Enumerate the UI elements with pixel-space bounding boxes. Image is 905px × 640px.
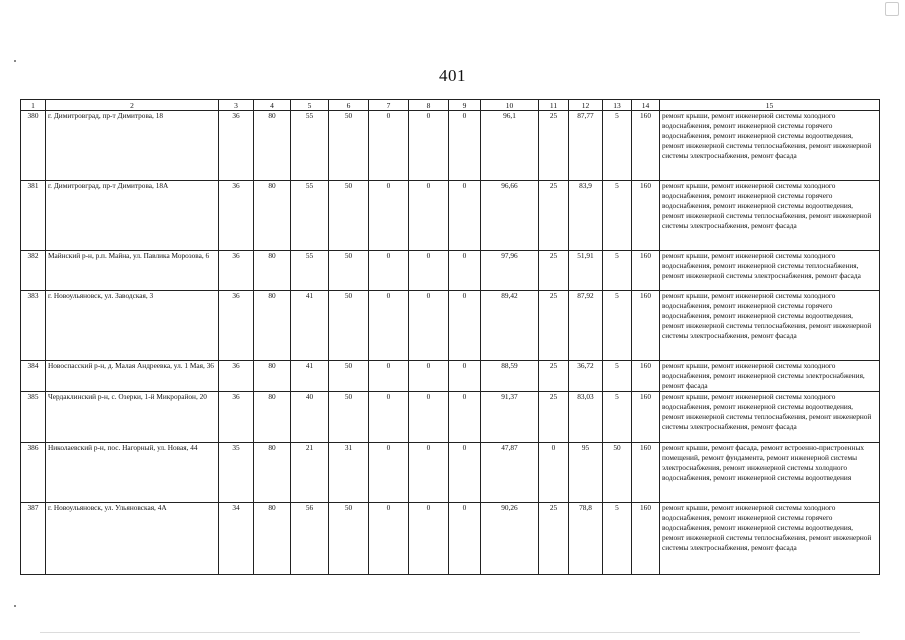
- col-header: 12: [569, 100, 603, 111]
- value-cell: 36: [219, 291, 254, 361]
- value-cell: 0: [369, 443, 409, 503]
- value-cell: 36: [219, 392, 254, 443]
- value-cell: 0: [449, 181, 481, 251]
- value-cell: 55: [291, 181, 329, 251]
- table-row: [21, 503, 880, 575]
- value-cell: 25: [539, 392, 569, 443]
- value-cell: 83,9: [569, 181, 603, 251]
- value-cell: 25: [539, 251, 569, 291]
- value-cell: 80: [254, 392, 291, 443]
- value-cell: 80: [254, 251, 291, 291]
- value-cell: 0: [449, 251, 481, 291]
- value-cell: 41: [291, 291, 329, 361]
- value-cell: 0: [369, 392, 409, 443]
- col-header: 1: [21, 100, 46, 111]
- value-cell: 50: [329, 361, 369, 392]
- col-header: 7: [369, 100, 409, 111]
- value-cell: 80: [254, 181, 291, 251]
- value-cell: 56: [291, 503, 329, 575]
- value-cell: 50: [603, 443, 632, 503]
- value-cell: 160: [632, 503, 660, 575]
- value-cell: 0: [409, 503, 449, 575]
- address-cell: Чердаклинский р-н, с. Озерки, 1-й Микрорайон, 20: [46, 392, 219, 443]
- value-cell: 5: [603, 111, 632, 181]
- value-cell: 36: [219, 181, 254, 251]
- row-number-cell: 387: [21, 503, 46, 575]
- value-cell: 160: [632, 251, 660, 291]
- table-row: [21, 111, 880, 181]
- value-cell: 55: [291, 111, 329, 181]
- row-number-cell: 380: [21, 111, 46, 181]
- value-cell: 0: [449, 392, 481, 443]
- value-cell: 0: [409, 443, 449, 503]
- value-cell: 31: [329, 443, 369, 503]
- value-cell: 0: [369, 181, 409, 251]
- table-row: [21, 392, 880, 443]
- value-cell: 87,92: [569, 291, 603, 361]
- value-cell: 95: [569, 443, 603, 503]
- table-row: [21, 443, 880, 503]
- value-cell: 50: [329, 181, 369, 251]
- address-cell: г. Новоульяновск, ул. Ульяновская, 4А: [46, 503, 219, 575]
- value-cell: 47,87: [481, 443, 539, 503]
- value-cell: 25: [539, 111, 569, 181]
- value-cell: 0: [449, 111, 481, 181]
- value-cell: 90,26: [481, 503, 539, 575]
- value-cell: 50: [329, 503, 369, 575]
- value-cell: 160: [632, 443, 660, 503]
- col-header: 15: [660, 100, 880, 111]
- value-cell: 0: [369, 111, 409, 181]
- col-header: 3: [219, 100, 254, 111]
- value-cell: 36: [219, 251, 254, 291]
- works-list-cell: ремонт крыши, ремонт инженерной системы холодного водоснабжения, ремонт инженерной системы горячего водоснабжения, ремонт инженерной системы водоотведения, ремонт инженерной системы теплоснабжения, ремонт инженерной системы электроснабжения, ремонт фасада: [660, 503, 880, 575]
- scan-artifact-dot: [14, 605, 16, 607]
- value-cell: 80: [254, 111, 291, 181]
- row-number-cell: 386: [21, 443, 46, 503]
- scan-artifact-dot: [14, 60, 16, 62]
- value-cell: 50: [329, 392, 369, 443]
- col-header: 13: [603, 100, 632, 111]
- value-cell: 51,91: [569, 251, 603, 291]
- value-cell: 0: [449, 291, 481, 361]
- row-number-cell: 383: [21, 291, 46, 361]
- col-header: 5: [291, 100, 329, 111]
- value-cell: 5: [603, 392, 632, 443]
- value-cell: 36: [219, 361, 254, 392]
- value-cell: 96,66: [481, 181, 539, 251]
- works-list-cell: ремонт крыши, ремонт инженерной системы холодного водоснабжения, ремонт инженерной системы горячего водоснабжения, ремонт инженерной системы водоотведения, ремонт инженерной системы теплоснабжения, ремонт инженерной системы электроснабжения, ремонт фасада: [660, 181, 880, 251]
- value-cell: 5: [603, 503, 632, 575]
- row-number-cell: 384: [21, 361, 46, 392]
- col-header: 4: [254, 100, 291, 111]
- table-row: [21, 361, 880, 392]
- value-cell: 0: [409, 392, 449, 443]
- value-cell: 0: [409, 291, 449, 361]
- value-cell: 160: [632, 392, 660, 443]
- row-number-cell: 382: [21, 251, 46, 291]
- works-list-cell: ремонт крыши, ремонт инженерной системы холодного водоснабжения, ремонт инженерной системы водоотведения, ремонт инженерной системы теплоснабжения, ремонт инженерной системы электроснабжения, ремонт фасада: [660, 392, 880, 443]
- value-cell: 80: [254, 361, 291, 392]
- value-cell: 91,37: [481, 392, 539, 443]
- value-cell: 88,59: [481, 361, 539, 392]
- works-list-cell: ремонт крыши, ремонт фасада, ремонт встроенно-пристроенных помещений, ремонт фундамента, ремонт инженерной системы электроснабжения, ремонт инженерной системы холодного водоснабжения, ремонт инженерной системы водоотведения: [660, 443, 880, 503]
- value-cell: 41: [291, 361, 329, 392]
- value-cell: 5: [603, 291, 632, 361]
- value-cell: 89,42: [481, 291, 539, 361]
- value-cell: 5: [603, 251, 632, 291]
- value-cell: 25: [539, 181, 569, 251]
- value-cell: 0: [369, 291, 409, 361]
- value-cell: 55: [291, 251, 329, 291]
- row-number-cell: 385: [21, 392, 46, 443]
- address-cell: г. Димитровград, пр-т Димитрова, 18: [46, 111, 219, 181]
- col-header: 2: [46, 100, 219, 111]
- works-list-cell: ремонт крыши, ремонт инженерной системы холодного водоснабжения, ремонт инженерной системы теплоснабжения, ремонт инженерной системы электроснабжения, ремонт фасада: [660, 251, 880, 291]
- value-cell: 50: [329, 111, 369, 181]
- value-cell: 5: [603, 181, 632, 251]
- value-cell: 0: [449, 503, 481, 575]
- value-cell: 5: [603, 361, 632, 392]
- value-cell: 80: [254, 291, 291, 361]
- value-cell: 0: [409, 251, 449, 291]
- address-cell: г. Димитровград, пр-т Димитрова, 18А: [46, 181, 219, 251]
- value-cell: 40: [291, 392, 329, 443]
- value-cell: 36: [219, 111, 254, 181]
- scan-artifact-line: [40, 632, 860, 633]
- value-cell: 0: [369, 251, 409, 291]
- value-cell: 0: [539, 443, 569, 503]
- value-cell: 0: [409, 361, 449, 392]
- page-number: 401: [439, 66, 466, 85]
- value-cell: 25: [539, 291, 569, 361]
- table-row: [21, 251, 880, 291]
- table-row: [21, 181, 880, 251]
- address-cell: г. Новоульяновск, ул. Заводская, 3: [46, 291, 219, 361]
- value-cell: 160: [632, 181, 660, 251]
- value-cell: 25: [539, 503, 569, 575]
- value-cell: 80: [254, 443, 291, 503]
- col-header: 6: [329, 100, 369, 111]
- value-cell: 25: [539, 361, 569, 392]
- value-cell: 0: [449, 443, 481, 503]
- value-cell: 0: [449, 361, 481, 392]
- col-header: 8: [409, 100, 449, 111]
- address-cell: Майнский р-н, р.п. Майна, ул. Павлика Морозова, 6: [46, 251, 219, 291]
- scan-corner-mark: [885, 2, 899, 16]
- value-cell: 35: [219, 443, 254, 503]
- col-header: 11: [539, 100, 569, 111]
- value-cell: 50: [329, 291, 369, 361]
- works-list-cell: ремонт крыши, ремонт инженерной системы холодного водоснабжения, ремонт инженерной системы горячего водоснабжения, ремонт инженерной системы водоотведения, ремонт инженерной системы теплоснабжения, ремонт инженерной системы электроснабжения, ремонт фасада: [660, 111, 880, 181]
- value-cell: 87,77: [569, 111, 603, 181]
- value-cell: 0: [409, 111, 449, 181]
- register-table: [20, 99, 880, 575]
- column-number-row: [21, 100, 880, 111]
- value-cell: 34: [219, 503, 254, 575]
- value-cell: 83,03: [569, 392, 603, 443]
- col-header: 9: [449, 100, 481, 111]
- value-cell: 36,72: [569, 361, 603, 392]
- address-cell: Новоспасский р-н, д. Малая Андреевка, ул. 1 Мая, 36: [46, 361, 219, 392]
- value-cell: 50: [329, 251, 369, 291]
- col-header: 14: [632, 100, 660, 111]
- works-list-cell: ремонт крыши, ремонт инженерной системы холодного водоснабжения, ремонт инженерной системы электроснабжения, ремонт фасада: [660, 361, 880, 392]
- value-cell: 78,8: [569, 503, 603, 575]
- row-number-cell: 381: [21, 181, 46, 251]
- value-cell: 21: [291, 443, 329, 503]
- value-cell: 160: [632, 111, 660, 181]
- value-cell: 0: [409, 181, 449, 251]
- value-cell: 80: [254, 503, 291, 575]
- value-cell: 97,96: [481, 251, 539, 291]
- value-cell: 160: [632, 361, 660, 392]
- value-cell: 0: [369, 361, 409, 392]
- value-cell: 96,1: [481, 111, 539, 181]
- works-list-cell: ремонт крыши, ремонт инженерной системы холодного водоснабжения, ремонт инженерной системы горячего водоснабжения, ремонт инженерной системы водоотведения, ремонт инженерной системы теплоснабжения, ремонт инженерной системы электроснабжения, ремонт фасада: [660, 291, 880, 361]
- address-cell: Николаевский р-н, пос. Нагорный, ул. Новая, 44: [46, 443, 219, 503]
- value-cell: 160: [632, 291, 660, 361]
- table-row: [21, 291, 880, 361]
- col-header: 10: [481, 100, 539, 111]
- value-cell: 0: [369, 503, 409, 575]
